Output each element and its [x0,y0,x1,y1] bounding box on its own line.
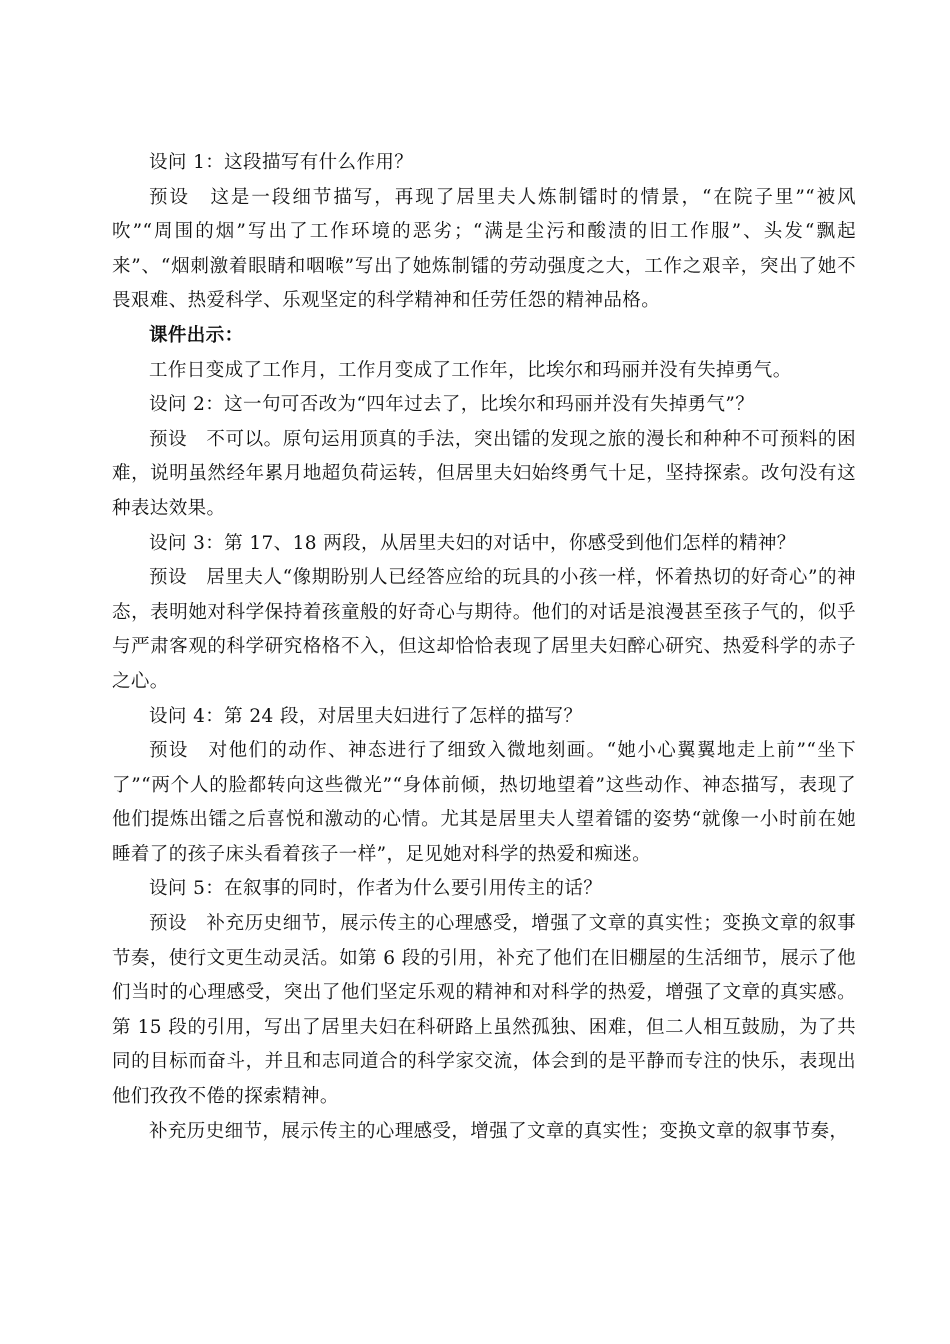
slide-heading: 课件出示： [149,324,244,346]
answer-2: 预设 不可以。原句运用顶真的手法，突出镭的发现之旅的漫长和种种不可预料的困难，说明虽然经年累月地超负荷运转，但居里夫妇始终勇气十足，坚持探索。改句没有这种表达效果。 [112,428,856,519]
continuation-paragraph: 补充历史细节，展示传主的心理感受，增强了文章的真实性；变换文章的叙事节奏， [149,1120,849,1142]
answer-3: 预设 居里夫人“像期盼别人已经答应给的玩具的小孩一样，怀着热切的好奇心”的神态，表明她对科学保持着孩童般的好奇心与期待。他们的对话是浪漫甚至孩子气的，似乎与严肃客观的科学研究格格不入，但这却恰恰表现了居里夫妇醉心研究、热爱科学的赤子之心。 [112,567,856,692]
document-body [112,146,856,1149]
question-2: 设问 2：这一句可否改为“四年过去了，比埃尔和玛丽并没有失掉勇气”？ [149,394,755,416]
answer-5: 预设 补充历史细节，展示传主的心理感受，增强了文章的真实性；变换文章的叙事节奏，使行文更生动灵活。如第 6 段的引用，补充了他们在旧棚屋的生活细节，展示了他们当时的心理感受，突出了他们坚定乐观的精神和对科学的热爱，增强了文章的真实感。第 15 段的引用，写出了居里夫妇在科研路上虽然孤独、困难，但二人相互鼓励，为了共同的目标而奋斗，并且和志同道合的科学家交流，体会到的是平静而专注的快乐，表现出他们孜孜不倦的探索精神。 [112,913,856,1108]
question-3: 设问 3：第 17、18 两段，从居里夫妇的对话中，你感受到他们怎样的精神？ [149,532,796,554]
question-5: 设问 5：在叙事的同时，作者为什么要引用传主的话？ [149,878,603,900]
answer-4: 预设 对他们的动作、神态进行了细致入微地刻画。“她小心翼翼地走上前”“坐下了”“两个人的脸都转向这些微光”“身体前倾，热切地望着”这些动作、神态描写，表现了他们提炼出镭之后喜悦和激动的心情。尤其是居里夫人望着镭的姿势“就像一小时前在她睡着了的孩子床头看着孩子一样”，足见她对科学的热爱和痴迷。 [112,740,856,865]
question-4: 设问 4：第 24 段，对居里夫妇进行了怎样的描写？ [149,705,583,727]
question-1: 设问 1：这段描写有什么作用？ [149,152,414,173]
slide-quote: 工作日变成了工作月，工作月变成了工作年，比埃尔和玛丽并没有失掉勇气。 [149,359,792,381]
answer-1: 预设 这是一段细节描写，再现了居里夫人炼制镭时的情景，“在院子里”“被风吹”“周围的烟”写出了工作环境的恶劣；“满是尘污和酸渍的旧工作服”、头发“飘起来”、“烟刺激着眼睛和咽喉”写出了她炼制镭的劳动强度之大，工作之艰辛，突出了她不畏艰难、热爱科学、乐观坚定的科学精神和任劳任怨的精神品格。 [112,186,856,312]
